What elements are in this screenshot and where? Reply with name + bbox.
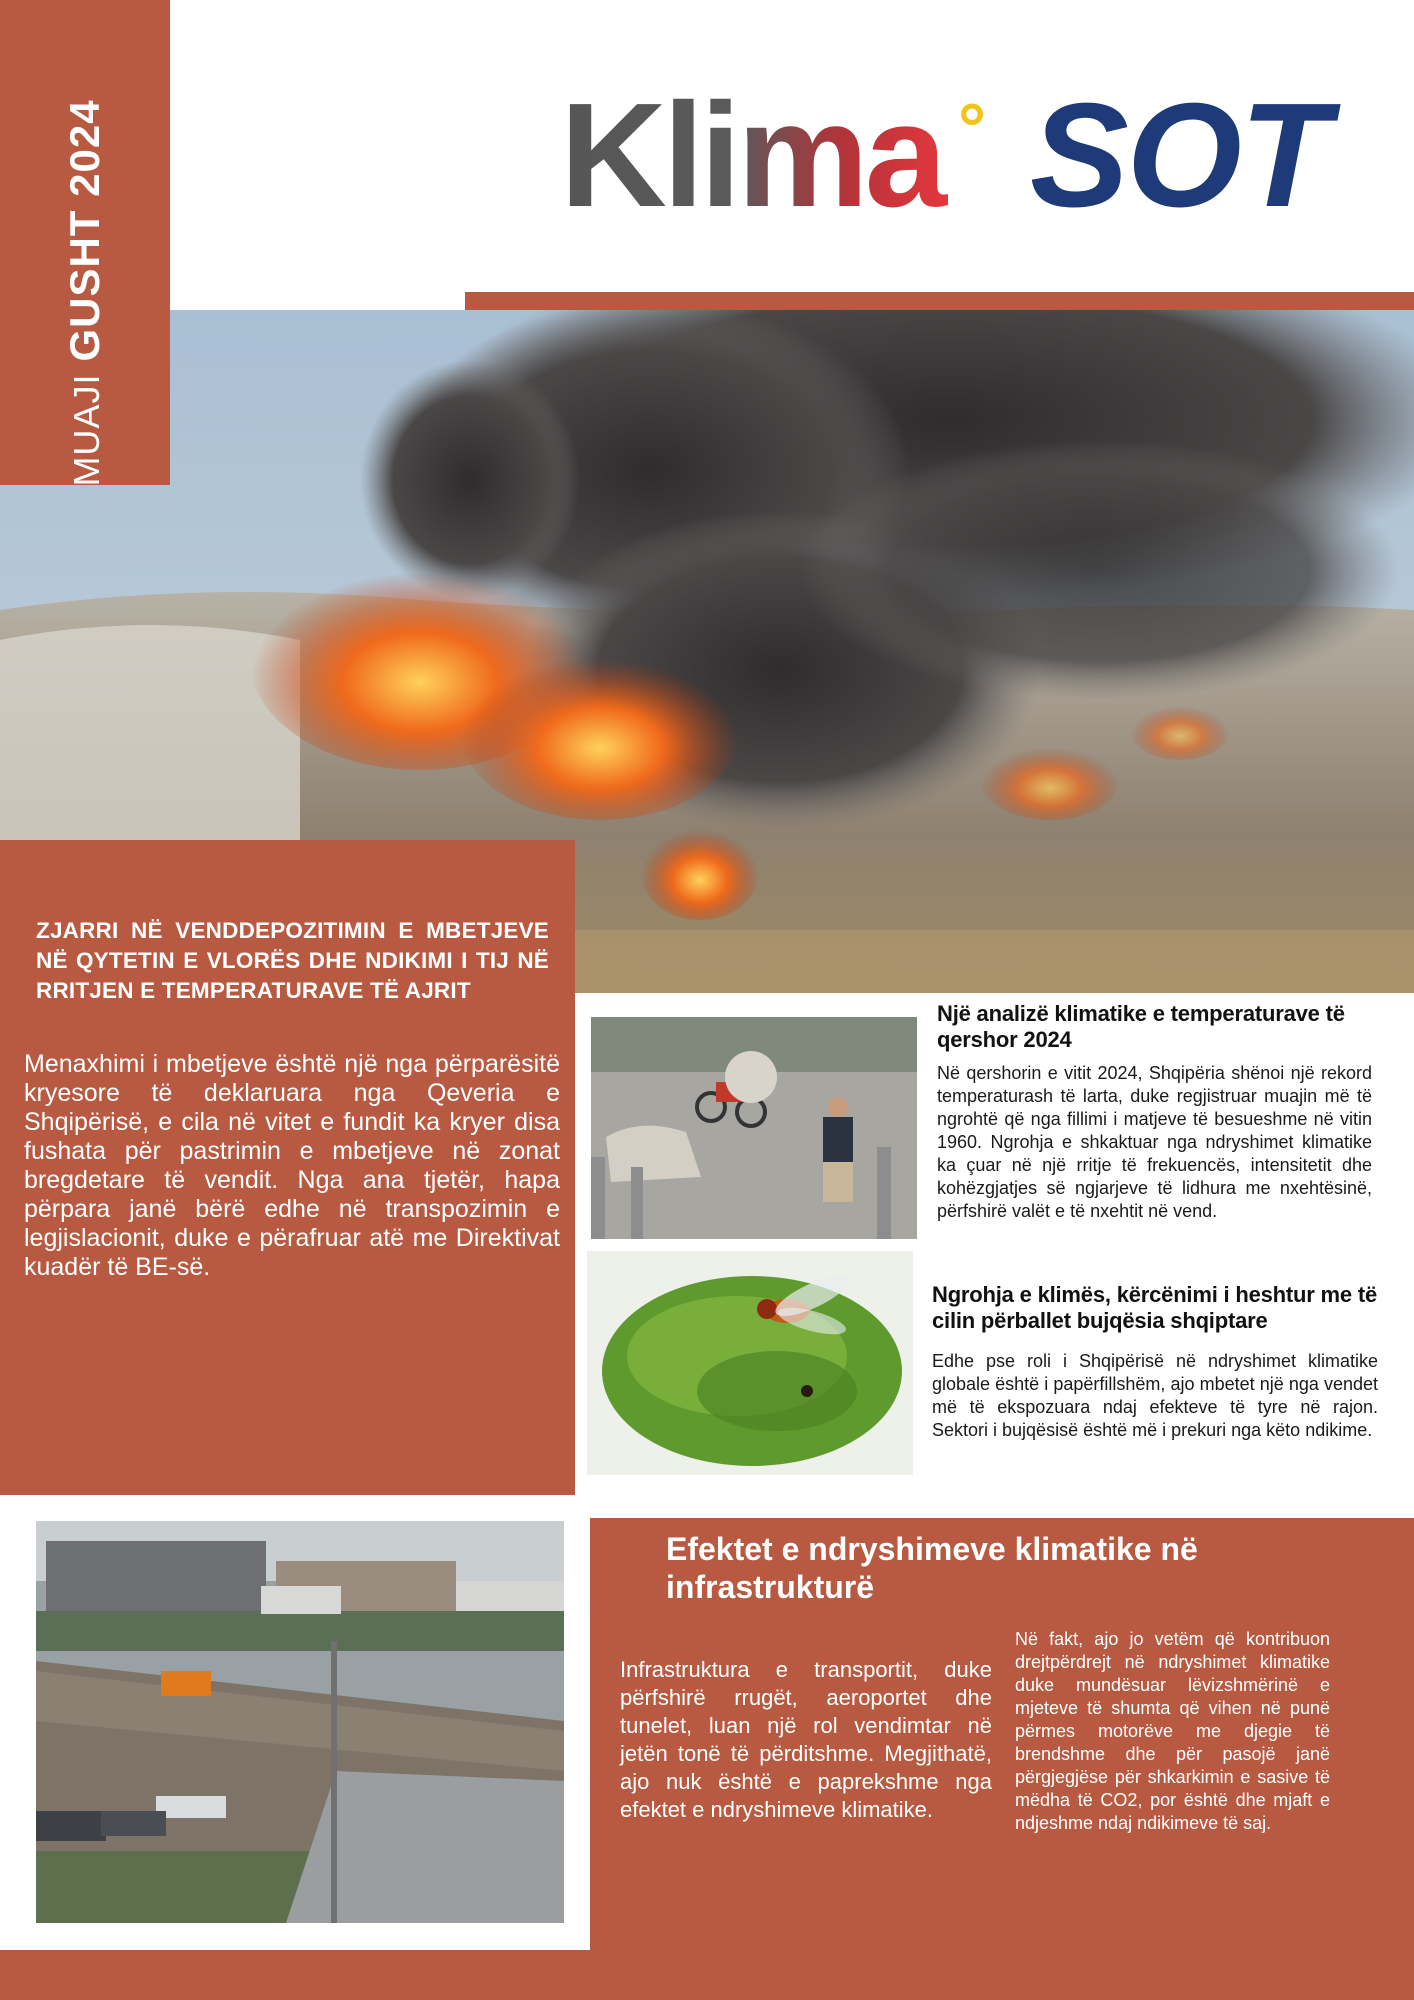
logo-word-klima: Klima: [560, 78, 944, 228]
infrastructure-panel: [590, 1518, 1414, 1950]
month-label: MUAJI: [66, 373, 107, 487]
month-value: GUSHT 2024: [61, 99, 108, 362]
fly-on-watermelon-photo: [587, 1251, 913, 1475]
article-agriculture-body: Edhe pse roli i Shqipërisë në ndryshimet klimatike globale është i papërfillshëm, ajo mbetet një nga vendet më të ekspozuara ndaj efekteve të tyre në rajon. Sektori i bujqësisë është më i prekuri nga këto ndikime.: [932, 1351, 1378, 1440]
infrastructure-left-text: Infrastruktura e transportit, duke përfshirë rrugët, aeroportet dhe tunelet, luan një rol vendimtar në jetën tonë të përditshme. Megjithatë, ajo nuk është e paprekshme nga efektet e ndryshimeve klimatike.: [620, 1657, 992, 1822]
flooded-road-photo: [36, 1521, 564, 1923]
city-heat-photo: [591, 1017, 917, 1239]
article-june-temperatures-body: Në qershorin e vitit 2024, Shqipëria shënoi një rekord temperaturash të larta, duke regjistruar muajin më të ngrohtë që nga fillimi i matjeve të besueshme në vitin 1960. Ngrohja e shkaktuar nga ndryshimet klimatike ka çuar në një rritje të frekuencës, intensitetit dhe kohëzgjatjes së ngjarjeve të lidhura me nxehtësinë, përfshirë valët e të nxehtit në vend.: [937, 1063, 1372, 1221]
main-article-panel: [0, 840, 575, 1495]
month-tab: [0, 0, 170, 485]
footer-band: [0, 1950, 1414, 2000]
logo-word-sot: SOT: [1030, 78, 1329, 228]
header-rule: [465, 292, 1414, 312]
main-article-body: Menaxhimi i mbetjeve është një nga përparësitë kryesore të deklaruara nga Qeveria e Shqipërisë, e cila në vitet e fundit ka kryer disa fushata për pastrimin e mbetjeve në zonat bregdetare të vendit. Nga ana tjetër, hapa përpara janë bërë edhe në transpozimin e legjislacionit, duke e përafruar atë me Direktivat kuadër të BE-së.: [24, 1050, 560, 1281]
main-article-title: ZJARRI NË VENDDEPOZITIMIN E MBETJEVE NË QYTETIN E VLORËS DHE NDIKIMI I TIJ NË RRITJEN E TEMPERATURAVE TË AJRIT: [36, 918, 549, 1003]
issue-date: [61, 99, 109, 486]
infrastructure-right-text: Në fakt, ajo jo vetëm që kontribuon drejtpërdrejt në ndryshimet klimatike duke mundësuar lëvizshmërinë e mjeteve të shumta që vihen në punë përmes motorëve me djegie të brendshme dhe për pasojë janë përgjegjëse për shkarkimin e sasive të mëdha të CO2, por është dhe mjaft e ndjeshme ndaj ndikimeve të saj.: [1015, 1629, 1330, 1833]
infrastructure-title: Efektet e ndryshimeve klimatike në infrastrukturë: [666, 1531, 1198, 1605]
logo-degree-icon: °: [958, 89, 986, 167]
klima-sot-logo: [560, 78, 1360, 228]
article-june-temperatures-title: Një analizë klimatike e temperaturave të qershor 2024: [937, 1001, 1345, 1052]
article-agriculture-title: Ngrohja e klimës, kërcënimi i heshtur me të cilin përballet bujqësia shqiptare: [932, 1282, 1378, 1333]
